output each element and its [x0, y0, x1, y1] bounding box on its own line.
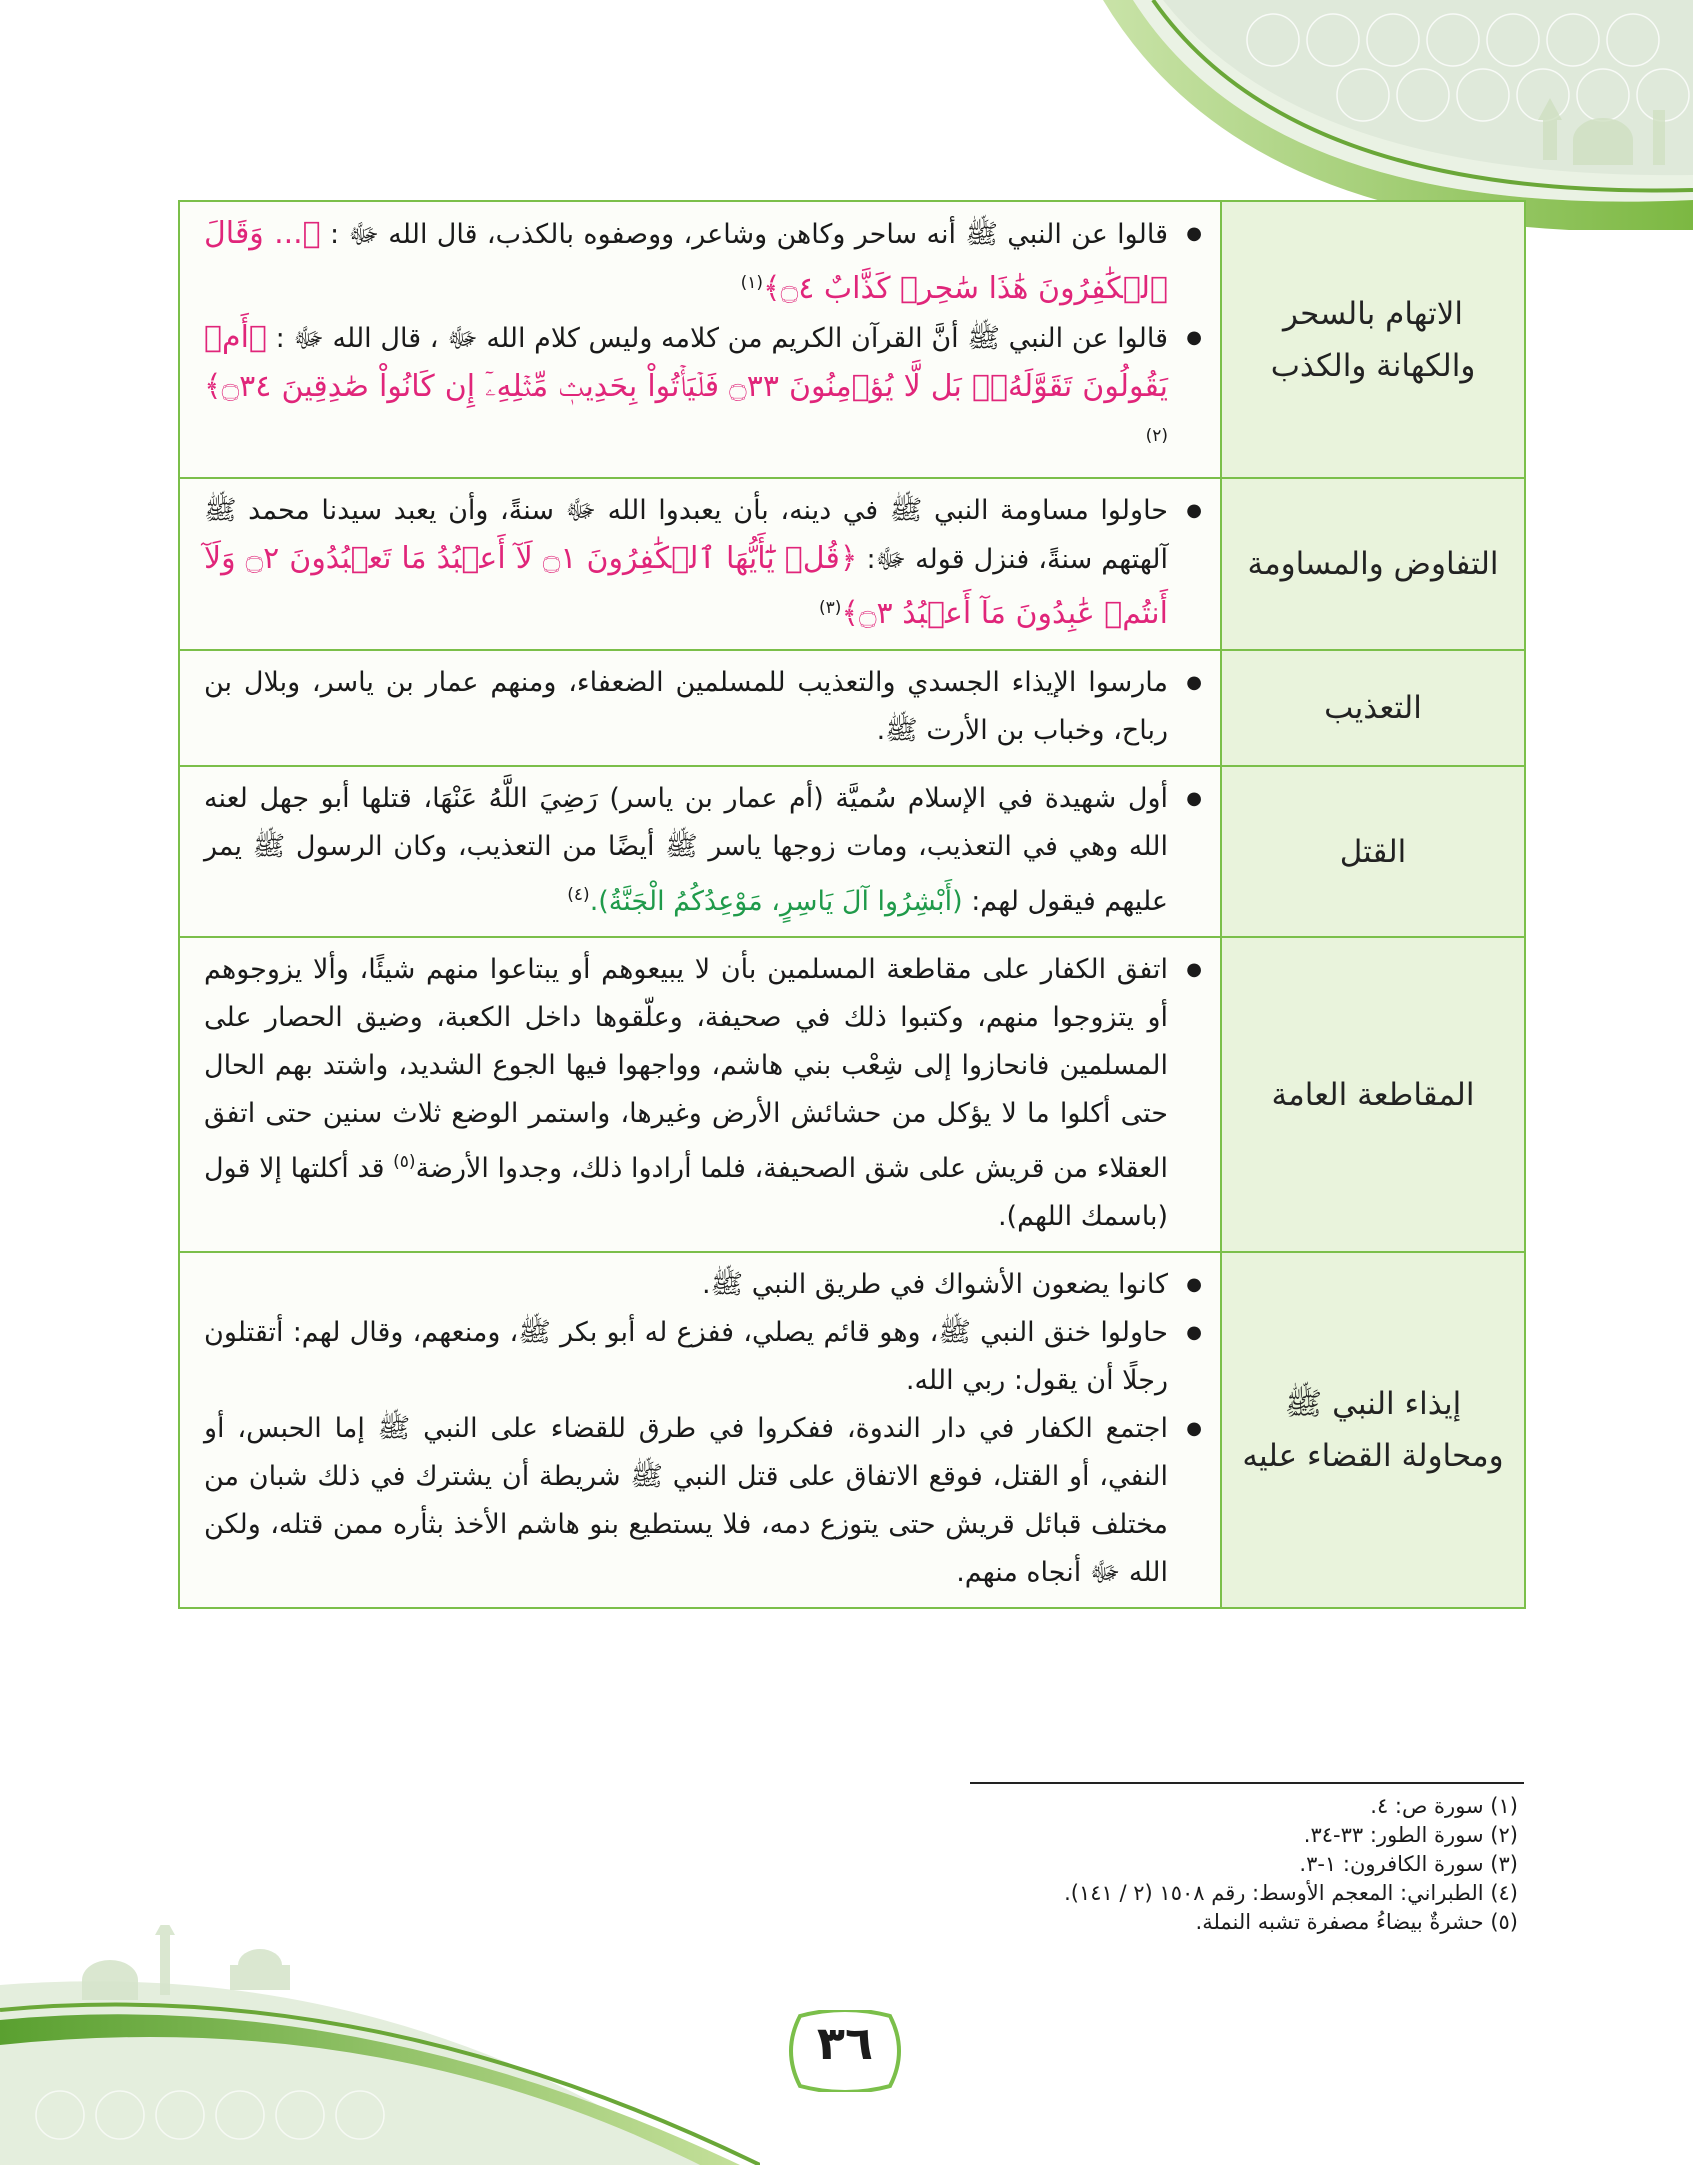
- row-body: [179, 201, 1221, 478]
- footnote: (١) سورة ص: ٤.: [1370, 1794, 1518, 1818]
- list-item: [204, 1405, 1202, 1597]
- row-body: [179, 937, 1221, 1252]
- table-row: [179, 766, 1525, 937]
- footnote-ref: (٢): [1145, 426, 1168, 446]
- list-item: [204, 775, 1202, 926]
- table-row: [179, 937, 1525, 1252]
- list-item: [204, 487, 1202, 639]
- list-item: [204, 210, 1202, 314]
- footnote: (٥) حشرةٌ بيضاءُ مصفرة تشبه النملة.: [1195, 1910, 1518, 1934]
- hadith-quote: (أَبْشِرُوا آلَ يَاسِرٍ، مَوْعِدُكُمُ الْجَنَّةُ).: [589, 886, 963, 917]
- row-heading: المقاطعة العامة: [1221, 937, 1525, 1252]
- content-table: [178, 200, 1526, 1609]
- row-body: [179, 1252, 1221, 1608]
- list-item: [204, 1309, 1202, 1405]
- table-row: [179, 201, 1525, 478]
- table-row: [179, 478, 1525, 650]
- row-body: [179, 766, 1221, 937]
- row-heading: التفاوض والمساومة: [1221, 478, 1525, 650]
- table-row: [179, 650, 1525, 766]
- bullet-text: قالوا عن النبي ﷺ أنه ساحر وكاهن وشاعر، ووصفوه بالكذب، قال الله ﷻ :: [330, 219, 1168, 250]
- list-item: [204, 659, 1202, 755]
- footnote-divider: [970, 1782, 1524, 1784]
- row-heading: التعذيب: [1221, 650, 1525, 766]
- bottom-corner-decoration: [0, 1925, 760, 2165]
- list-item: [204, 946, 1202, 1241]
- row-heading: القتل: [1221, 766, 1525, 937]
- page-number: ٣٦: [816, 2016, 874, 2070]
- bullet-text: قد أكلتها إلا قول (باسمك اللهم).: [204, 1153, 1168, 1232]
- bullet-text: كانوا يضعون الأشواك في طريق النبي ﷺ.: [701, 1269, 1168, 1300]
- list-item: [204, 1261, 1202, 1309]
- bullet-text: مارسوا الإيذاء الجسدي والتعذيب للمسلمين الضعفاء، ومنهم عمار بن ياسر، وبلال بن رباح، وخباب بن الأرت ﷺ.: [204, 667, 1168, 746]
- quran-verse: ﴿... وَقَالَ ٱلۡكَٰفِرُونَ هَٰذَا سَٰحِرٞ كَذَّابٌ ۝٤﴾: [204, 216, 1168, 306]
- table-row: [179, 1252, 1525, 1608]
- row-heading: إيذاء النبي ﷺ ومحاولة القضاء عليه: [1221, 1252, 1525, 1608]
- bullet-text: قالوا عن النبي ﷺ أنَّ القرآن الكريم من كلامه وليس كلام الله ﷻ ، قال الله ﷻ :: [275, 323, 1168, 354]
- footnote: (٢) سورة الطور: ٣٣-٣٤.: [1303, 1823, 1518, 1847]
- bullet-text: حاولوا مساومة النبي ﷺ في دينه، بأن يعبدوا الله ﷻ سنةً، وأن يعبد سيدنا محمد ﷺ آلهتهم سنةً، فنزل قوله ﷻ:: [204, 495, 1168, 575]
- row-body: [179, 478, 1221, 650]
- footnote-ref: (١): [740, 273, 764, 293]
- footnote: (٣) سورة الكافرون: ١-٣.: [1299, 1852, 1518, 1876]
- quran-verse: ﴿قُلۡ يَٰٓأَيُّهَا ٱلۡكَٰفِرُونَ ۝١ لَآ أَعۡبُدُ مَا تَعۡبُدُونَ ۝٢ وَلَآ أَنتُمۡ عَٰبِدُونَ مَآ أَعۡبُدُ ۝٣﴾: [204, 541, 1168, 631]
- bullet-text: أول شهيدة في الإسلام سُميَّة (أم عمار بن ياسر) رَضِيَ اللَّهُ عَنْهَا، قتلها أبو جهل لعنه الله وهي في التعذيب، ومات زوجها ياسر ﷺ أيضًا من التعذيب، وكان الرسول ﷺ يمر عليهم فيقول لهم:: [204, 783, 1168, 917]
- footnote-ref: (٣): [818, 598, 842, 618]
- footnotes: [818, 1792, 1518, 1937]
- quran-verse: ﴿أَمۡ يَقُولُونَ تَقَوَّلَهُۥۚ بَل لَّا يُؤۡمِنُونَ ۝٣٣ فَلۡيَأۡتُواْ بِحَدِيثٖ مِّثۡلِهِۦٓ إِن كَانُواْ صَٰدِقِينَ ۝٣٤﴾: [204, 320, 1168, 404]
- bullet-text: اتفق الكفار على مقاطعة المسلمين بأن لا يبيعوهم أو يبتاعوا منهم شيئًا، وألا يزوجوهم أو يتزوجوا منهم، وكتبوا ذلك في صحيفة، وعلّقوها داخل الكعبة، وضيق الحصار على المسلمين فانحازوا إلى شِعْب بني هاشم، وواجهوا فيها الجوع الشديد، واشتد بهم الحال حتى أكلوا ما لا يؤكل من حشائش الأرض وغيرها، واستمر الوضع ثلاث سنين حتى اتفق العقلاء من قريش على شق الصحيفة، فلما أرادوا ذلك، وجدوا الأرضة: [204, 954, 1168, 1184]
- row-body: [179, 650, 1221, 766]
- row-heading: الاتهام بالسحر والكهانة والكذب: [1221, 201, 1525, 478]
- footnote-ref: (٤): [567, 885, 590, 905]
- footnote: (٤) الطبراني: المعجم الأوسط: رقم ١٥٠٨ (٢ / ١٤١).: [1064, 1881, 1518, 1905]
- footnote-ref: (٥): [393, 1152, 416, 1172]
- bullet-text: حاولوا خنق النبي ﷺ، وهو قائم يصلي، ففزع له أبو بكر ﷺ، ومنعهم، وقال لهم: أتقتلون رجلًا أن يقول: ربي الله.: [204, 1317, 1168, 1396]
- list-item: [204, 314, 1202, 467]
- top-corner-decoration: [1073, 0, 1693, 230]
- bullet-text: اجتمع الكفار في دار الندوة، ففكروا في طرق للقضاء على النبي ﷺ إما الحبس، أو النفي، أو القتل، فوقع الاتفاق على قتل النبي ﷺ شريطة أن يشترك في ذلك شبان من مختلف قبائل قريش حتى يتوزع دمه، فلا يستطيع بنو هاشم الأخذ بثأره ممن قتله، ولكن الله ﷻ أنجاه منهم.: [204, 1413, 1168, 1588]
